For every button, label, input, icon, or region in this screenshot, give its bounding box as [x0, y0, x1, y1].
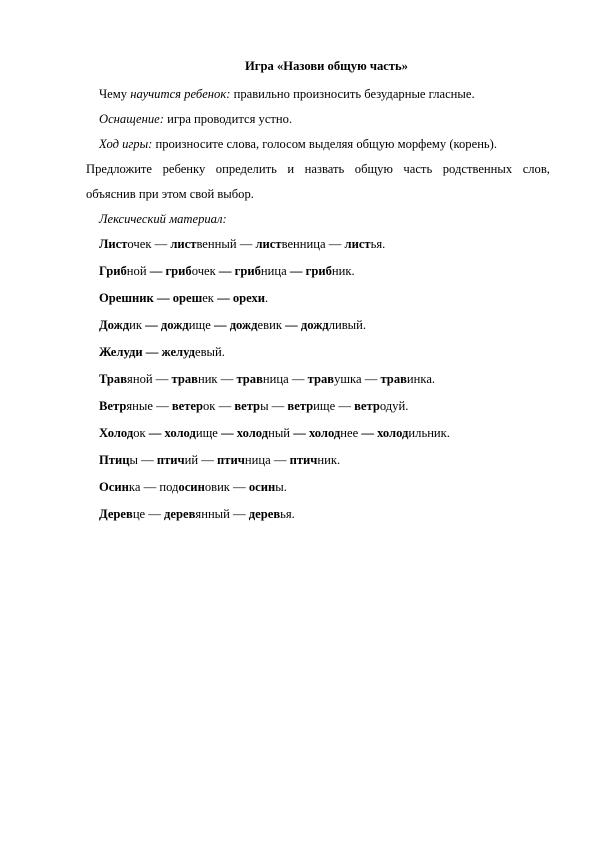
word: [287, 399, 335, 413]
word-root: гриб: [305, 264, 332, 278]
word: [99, 507, 145, 521]
word-root: ветер: [171, 399, 203, 413]
word-root: ветр: [354, 399, 380, 413]
lexical-label: [99, 211, 227, 227]
dash-separator: —: [335, 399, 355, 413]
word-root: Дожд: [99, 318, 130, 332]
word: [99, 372, 153, 386]
word-root: Желуди: [99, 345, 143, 359]
dash-separator: —: [288, 372, 308, 386]
word-row: [99, 479, 287, 495]
dash-separator: —: [140, 480, 160, 494]
dash-separator: —: [145, 426, 165, 440]
word-ending: одуй.: [379, 399, 409, 413]
equipment-label: Оснащение:: [99, 112, 164, 126]
word: [237, 426, 290, 440]
word: [165, 426, 218, 440]
dash-separator: —: [153, 291, 173, 305]
dash-separator: —: [268, 399, 288, 413]
word: [235, 264, 287, 278]
word-root: Гриб: [99, 264, 127, 278]
process-word: слов,: [522, 162, 550, 176]
word-root: Орешник: [99, 291, 154, 305]
word-root: Лист: [99, 237, 128, 251]
word: [162, 345, 225, 359]
word-ending: яной: [127, 372, 153, 386]
word-root: дерев: [248, 507, 281, 521]
word-ending: ок: [133, 426, 146, 440]
process-line-3: объяснив при этом свой выбор.: [86, 187, 254, 201]
dash-separator: —: [217, 426, 237, 440]
process-line-1: [99, 136, 497, 152]
word-row: [99, 452, 340, 468]
word-ending: ница: [260, 264, 287, 278]
dash-separator: —: [325, 237, 345, 251]
word: [99, 345, 143, 359]
word-row: [99, 236, 385, 252]
word-root: холод: [377, 426, 409, 440]
dash-separator: —: [215, 264, 235, 278]
dash-separator: —: [290, 426, 309, 440]
word-ending: нее: [340, 426, 359, 440]
word-root: Ветр: [99, 399, 127, 413]
lexical-label-text: Лексический материал:: [99, 212, 227, 226]
dash-separator: —: [146, 264, 166, 278]
word: [172, 399, 216, 413]
word-root: осин: [248, 480, 276, 494]
dash-separator: —: [152, 372, 172, 386]
equipment-text: игра проводится устно.: [163, 112, 293, 126]
word-ending: ик: [129, 318, 143, 332]
word-ending: .: [265, 291, 269, 305]
process-word: назвать: [304, 162, 345, 176]
dash-separator: —: [210, 318, 230, 332]
process-word: определить: [215, 162, 277, 176]
word-row: [99, 398, 408, 414]
word: [301, 318, 366, 332]
word-ending: ной: [126, 264, 147, 278]
word: [217, 453, 271, 467]
word-root: Трав: [99, 372, 128, 386]
word-ending: ка: [128, 480, 141, 494]
word-prefix: под: [159, 480, 179, 494]
word-ending: ный: [268, 426, 291, 440]
dash-separator: —: [236, 237, 256, 251]
dash-separator: —: [217, 372, 237, 386]
word: [309, 426, 358, 440]
word-root: холод: [236, 426, 269, 440]
word-root: Холод: [99, 426, 134, 440]
dash-separator: —: [151, 237, 171, 251]
word-root: гриб: [234, 264, 261, 278]
word: [99, 264, 147, 278]
word-ending: ек: [202, 291, 214, 305]
word-ending: ы: [260, 399, 269, 413]
word-root: трав: [307, 372, 335, 386]
word-ending: овик: [204, 480, 230, 494]
word-root: ветр: [287, 399, 314, 413]
word-root: трав: [236, 372, 263, 386]
word-root: осин: [178, 480, 205, 494]
word: [233, 291, 268, 305]
word-root: птич: [156, 453, 185, 467]
word: [161, 318, 211, 332]
word-ending: ья.: [370, 237, 386, 251]
word-ending: ы.: [275, 480, 287, 494]
word-row: [99, 371, 435, 387]
word: [236, 372, 288, 386]
word-ending: янный: [195, 507, 230, 521]
dash-separator: —: [361, 372, 381, 386]
process-word: родственных: [442, 162, 513, 176]
word-row: [99, 344, 225, 360]
word-ending: ище: [188, 318, 211, 332]
word-ending: яные: [126, 399, 153, 413]
word-ending: ница: [244, 453, 271, 467]
word: [354, 399, 408, 413]
goal-prefix: Чему: [99, 87, 131, 101]
word: [380, 372, 435, 386]
word: [249, 507, 295, 521]
word-ending: ник.: [331, 264, 355, 278]
dash-separator: —: [229, 480, 249, 494]
word-row: [99, 425, 450, 441]
word: [255, 237, 325, 251]
word: [164, 507, 230, 521]
word-root: трав: [171, 372, 198, 386]
word-root: холод: [164, 426, 196, 440]
word: [99, 399, 153, 413]
word-ending: ник.: [317, 453, 341, 467]
goal-line: [99, 86, 475, 102]
word: [306, 264, 355, 278]
goal-label: научится ребенок:: [130, 87, 231, 101]
goal-text: правильно произносить безударные гласные.: [230, 87, 475, 101]
process-word: Предложите: [86, 162, 153, 176]
word-root: дожд: [300, 318, 329, 332]
word-root: дожд: [229, 318, 258, 332]
word: [173, 291, 214, 305]
word: [159, 480, 230, 494]
dash-separator: —: [358, 426, 378, 440]
process-word: и: [287, 162, 295, 176]
word-root: дерев: [164, 507, 196, 521]
word-ending: инка.: [406, 372, 436, 386]
process-word: часть: [403, 162, 433, 176]
dash-separator: —: [142, 345, 162, 359]
process-label: Ход игры:: [99, 137, 153, 151]
word-ending: ы: [129, 453, 138, 467]
word-ending: ница: [262, 372, 289, 386]
dash-separator: —: [198, 453, 218, 467]
word: [345, 237, 386, 251]
word-ending: венный: [196, 237, 237, 251]
word: [230, 318, 282, 332]
word: [308, 372, 362, 386]
word-root: лист: [344, 237, 371, 251]
word: [99, 237, 151, 251]
word-root: ореш: [172, 291, 203, 305]
word-ending: ий: [184, 453, 199, 467]
word-root: Осин: [99, 480, 129, 494]
dash-separator: —: [213, 291, 233, 305]
word-root: холод: [308, 426, 341, 440]
word-ending: очек: [127, 237, 152, 251]
dash-separator: —: [229, 507, 249, 521]
word-ending: ушка: [334, 372, 362, 386]
word: [249, 480, 287, 494]
word-root: птич: [217, 453, 245, 467]
word: [234, 399, 268, 413]
process-line-2: [86, 161, 550, 177]
word-ending: це: [132, 507, 146, 521]
word-ending: венница: [281, 237, 326, 251]
dash-separator: —: [270, 453, 290, 467]
process-word: общую: [354, 162, 393, 176]
word-ending: евик: [257, 318, 282, 332]
word-root: Дерев: [99, 507, 133, 521]
word: [99, 318, 142, 332]
word-root: желуд: [161, 345, 195, 359]
word-ending: ище: [313, 399, 336, 413]
word: [157, 453, 198, 467]
word-row: [99, 290, 268, 306]
equipment-line: [99, 111, 292, 127]
word-ending: евый.: [195, 345, 225, 359]
dash-separator: —: [137, 453, 157, 467]
word-root: ветр: [234, 399, 261, 413]
word: [99, 453, 138, 467]
word-ending: ья.: [280, 507, 295, 521]
word-root: Птиц: [99, 453, 130, 467]
word-ending: очек: [191, 264, 216, 278]
word-root: орехи: [232, 291, 266, 305]
word-root: лист: [170, 237, 197, 251]
word: [170, 237, 236, 251]
word-row: [99, 317, 366, 333]
word-root: гриб: [165, 264, 192, 278]
word-root: трав: [380, 372, 407, 386]
word-root: птич: [289, 453, 318, 467]
process-word: ребенку: [162, 162, 206, 176]
process-text-1: произносите слова, голосом выделяя общую морфему (корень).: [152, 137, 498, 151]
word: [172, 372, 218, 386]
word: [165, 264, 215, 278]
dash-separator: —: [142, 318, 161, 332]
word: [99, 426, 146, 440]
word-ending: ок: [203, 399, 216, 413]
word-ending: ище: [195, 426, 218, 440]
word-root: дожд: [160, 318, 189, 332]
word-row: [99, 263, 355, 279]
word-ending: ливый.: [328, 318, 367, 332]
word-row: [99, 506, 295, 522]
word: [377, 426, 450, 440]
dash-separator: —: [215, 399, 235, 413]
word-ending: ник: [197, 372, 218, 386]
dash-separator: —: [145, 507, 165, 521]
word: [99, 480, 140, 494]
dash-separator: —: [152, 399, 172, 413]
word: [99, 291, 154, 305]
word: [290, 453, 341, 467]
word-root: лист: [255, 237, 282, 251]
word-ending: ильник.: [408, 426, 450, 440]
dash-separator: —: [286, 264, 306, 278]
document-title: Игра «Назови общую часть»: [245, 59, 408, 73]
dash-separator: —: [281, 318, 301, 332]
